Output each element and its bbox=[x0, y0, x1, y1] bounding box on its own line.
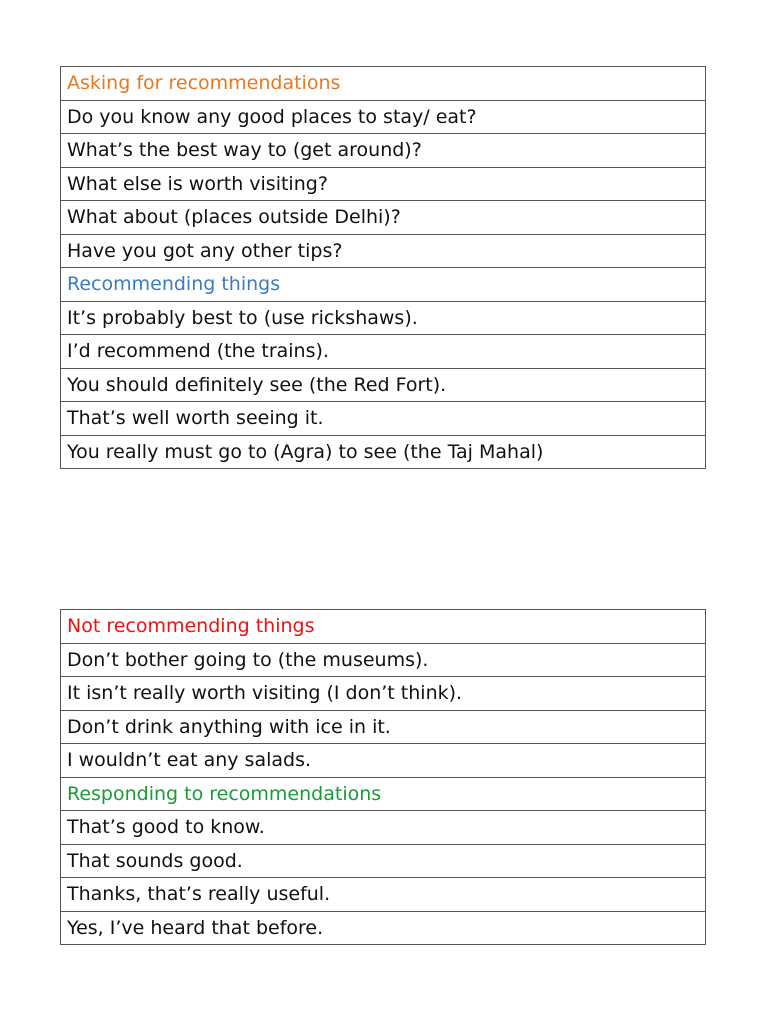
section-heading-recommending: Recommending things bbox=[61, 268, 706, 302]
table-row bbox=[61, 201, 706, 235]
phrase-cell: I wouldn’t eat any salads. bbox=[61, 744, 706, 778]
table-row bbox=[61, 677, 706, 711]
phrase-cell: It’s probably best to (use rickshaws). bbox=[61, 301, 706, 335]
table-row bbox=[61, 435, 706, 469]
phrase-cell: What’s the best way to (get around)? bbox=[61, 134, 706, 168]
phrase-cell: That’s well worth seeing it. bbox=[61, 402, 706, 436]
phrase-cell: It isn’t really worth visiting (I don’t think). bbox=[61, 677, 706, 711]
table-row bbox=[61, 710, 706, 744]
phrase-cell: What about (places outside Delhi)? bbox=[61, 201, 706, 235]
section-heading-asking: Asking for recommendations bbox=[61, 67, 706, 101]
table-row bbox=[61, 911, 706, 945]
table-row bbox=[61, 134, 706, 168]
table-row bbox=[61, 878, 706, 912]
table-row bbox=[61, 335, 706, 369]
phrase-cell: That sounds good. bbox=[61, 844, 706, 878]
phrase-cell: That’s good to know. bbox=[61, 811, 706, 845]
table-row bbox=[61, 610, 706, 644]
phrase-cell: Don’t bother going to (the museums). bbox=[61, 643, 706, 677]
table-row bbox=[61, 643, 706, 677]
phrase-cell: Have you got any other tips? bbox=[61, 234, 706, 268]
table-body bbox=[61, 610, 706, 945]
table-row bbox=[61, 234, 706, 268]
table-row bbox=[61, 402, 706, 436]
phrase-cell: What else is worth visiting? bbox=[61, 167, 706, 201]
table-row bbox=[61, 167, 706, 201]
phrase-cell: You really must go to (Agra) to see (the Taj Mahal) bbox=[61, 435, 706, 469]
phrase-cell: Do you know any good places to stay/ eat? bbox=[61, 100, 706, 134]
phrase-table-not-recommending-responding bbox=[60, 609, 706, 945]
table-row bbox=[61, 811, 706, 845]
table-row bbox=[61, 268, 706, 302]
table-row bbox=[61, 67, 706, 101]
section-heading-responding: Responding to recommendations bbox=[61, 777, 706, 811]
table-row bbox=[61, 368, 706, 402]
section-heading-not-recommending: Not recommending things bbox=[61, 610, 706, 644]
phrase-cell: You should definitely see (the Red Fort). bbox=[61, 368, 706, 402]
table-row bbox=[61, 744, 706, 778]
phrase-table-asking-recommending bbox=[60, 66, 706, 469]
phrase-cell: Don’t drink anything with ice in it. bbox=[61, 710, 706, 744]
table-row bbox=[61, 777, 706, 811]
table-row bbox=[61, 100, 706, 134]
table-body bbox=[61, 67, 706, 469]
table-row bbox=[61, 301, 706, 335]
phrase-cell: Yes, I’ve heard that before. bbox=[61, 911, 706, 945]
phrase-cell: Thanks, that’s really useful. bbox=[61, 878, 706, 912]
phrase-cell: I’d recommend (the trains). bbox=[61, 335, 706, 369]
table-row bbox=[61, 844, 706, 878]
